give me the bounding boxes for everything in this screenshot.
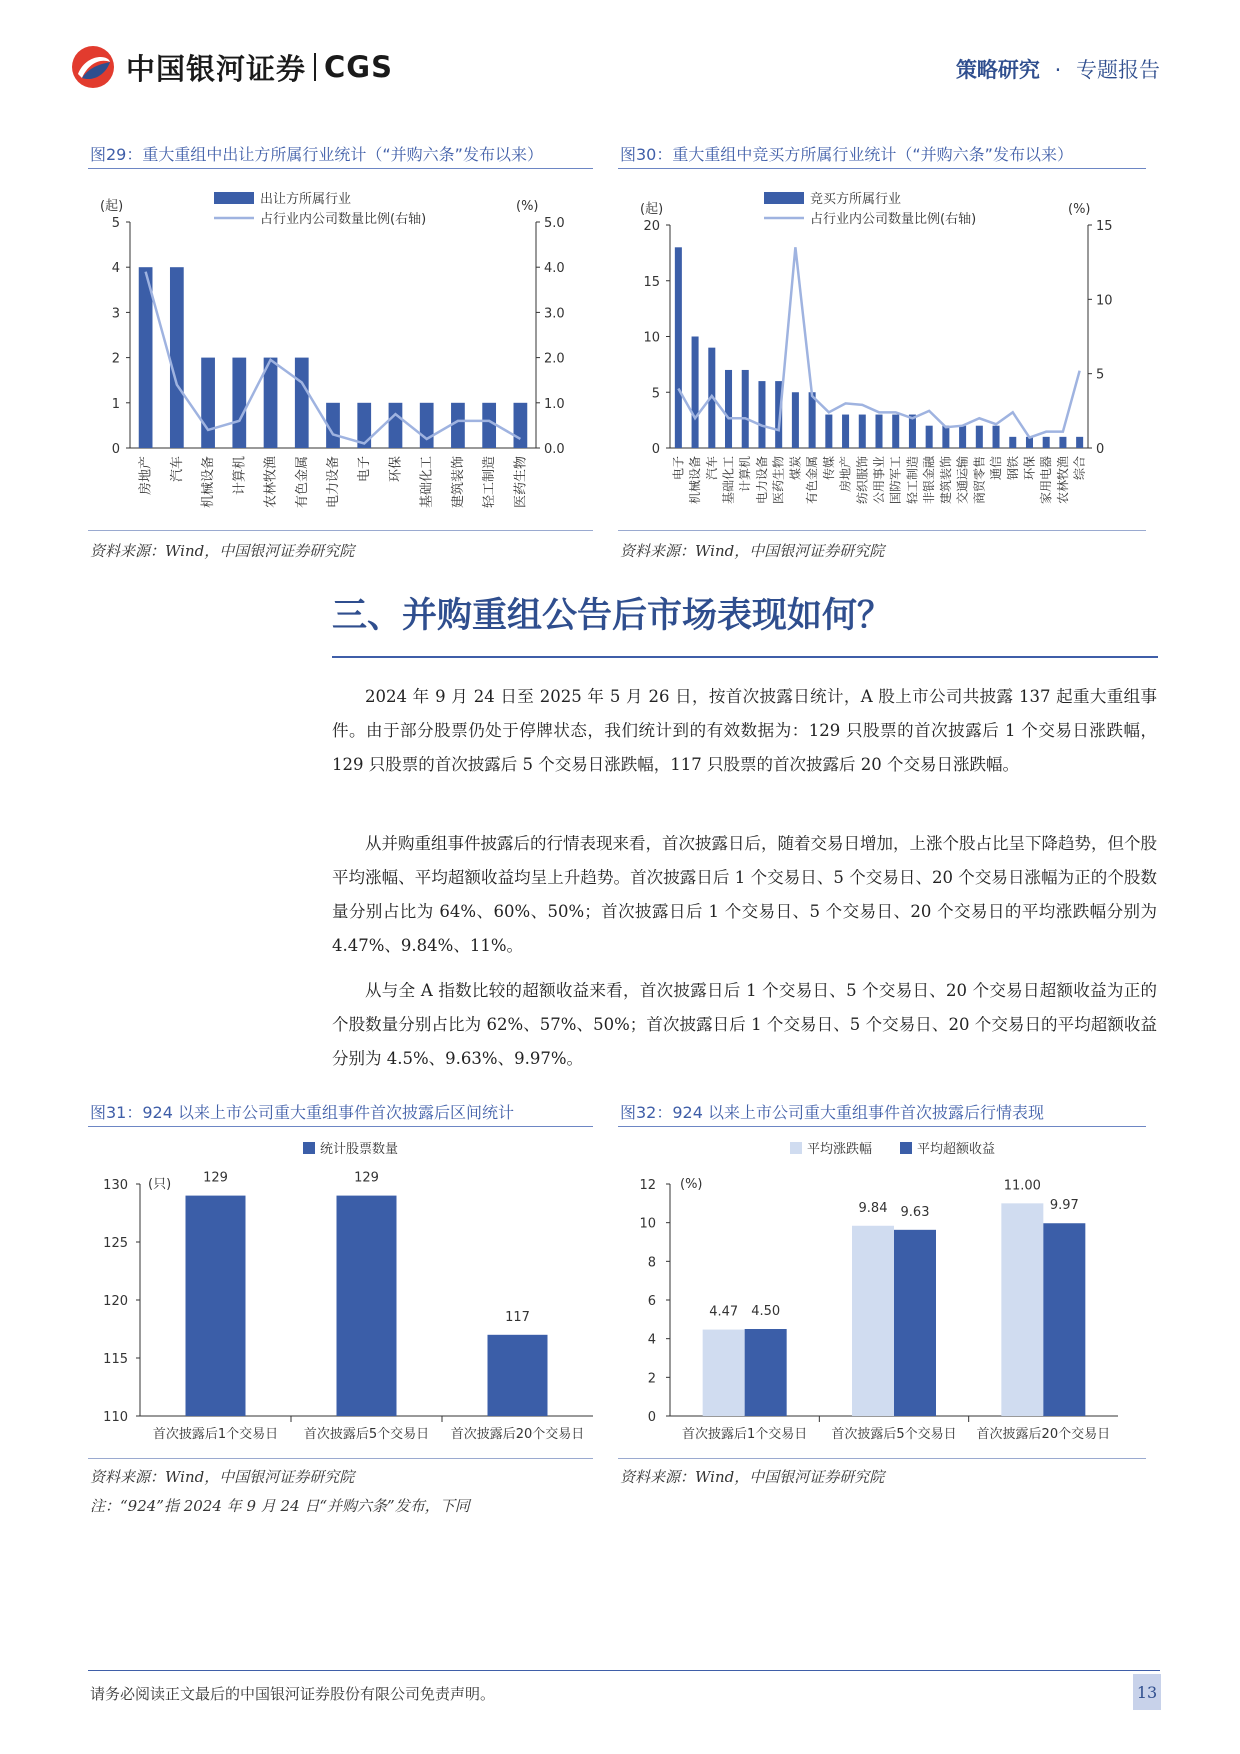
bar	[742, 370, 749, 448]
left-tick-label: 5	[111, 216, 120, 231]
category-label: 有色金属	[294, 456, 310, 509]
company-logo	[70, 42, 430, 92]
logo-name: 中国银河证券	[126, 51, 307, 86]
y-tick-label: 0	[647, 1410, 656, 1425]
bar-avg-excess	[894, 1230, 936, 1416]
fig29-title-rule	[88, 168, 593, 169]
legend-label: 统计股票数量	[320, 1142, 399, 1157]
value-label: 11.00	[1003, 1178, 1041, 1194]
fig32-source: 资料来源：Wind，中国银河证券研究院	[620, 1468, 885, 1486]
left-tick-label: 3	[111, 306, 120, 322]
y-tick-label: 8	[647, 1255, 656, 1271]
galaxy-logo-icon	[70, 44, 116, 90]
category-label: 轻工制造	[482, 456, 498, 509]
bar	[859, 415, 866, 448]
bar	[1076, 437, 1083, 448]
value-label: 9.97	[1049, 1198, 1079, 1214]
bar	[926, 426, 933, 448]
category-label: 基础化工	[721, 456, 736, 505]
category-label: 非银金融	[922, 456, 937, 505]
value-label: 9.84	[858, 1200, 888, 1216]
logo-divider	[314, 53, 316, 81]
category-label: 房地产	[838, 456, 853, 493]
left-tick-label: 15	[643, 274, 660, 290]
category-label: 电子	[357, 456, 373, 483]
legend-bar-label: 竞买方所属行业	[810, 192, 902, 207]
right-tick-label: 1.0	[544, 396, 565, 412]
category-label: 计算机	[738, 456, 753, 493]
section-title-rule	[332, 656, 1158, 658]
value-label: 129	[203, 1170, 228, 1186]
y-tick-label: 4	[647, 1332, 656, 1348]
fig30-chart	[618, 190, 1146, 530]
y-tick-label: 6	[647, 1294, 656, 1309]
fig30-source: 资料来源：Wind，中国银河证券研究院	[620, 542, 885, 560]
fig32-title: 图32：924 以来上市公司重大重组事件首次披露后行情表现	[620, 1103, 1044, 1122]
fig29-title: 图29：重大重组中出让方所属行业统计（“并购六条”发布以来）	[90, 145, 543, 164]
category-label: 医药生物	[513, 456, 529, 509]
fig29-chart	[88, 190, 593, 530]
legend-line-label: 占行业内公司数量比例(右轴)	[810, 212, 977, 227]
fig31-source: 资料来源：Wind，中国银河证券研究院	[90, 1468, 355, 1486]
right-tick-label: 0	[1096, 442, 1105, 457]
category-label: 商贸零售	[972, 456, 987, 505]
value-label: 9.63	[900, 1204, 930, 1220]
left-tick-label: 0	[651, 442, 660, 457]
fig31-note: 注：“924”指 2024 年 9 月 24 日“并购六条”发布，下同	[90, 1497, 470, 1515]
right-tick-label: 2.0	[544, 351, 565, 367]
bar	[389, 403, 403, 448]
category-label: 钢铁	[1005, 456, 1020, 481]
category-label: 建筑装饰	[450, 456, 466, 509]
bar	[792, 392, 799, 448]
bar	[993, 426, 1000, 448]
category-label: 纺织服饰	[855, 456, 870, 505]
report-type	[956, 54, 1160, 84]
category-label: 汽车	[169, 456, 185, 483]
left-tick-label: 20	[643, 219, 660, 234]
right-axis-unit: (%)	[516, 199, 539, 214]
category-label: 机械设备	[688, 456, 703, 505]
y-tick-label: 10	[639, 1216, 656, 1232]
category-label: 房地产	[138, 456, 154, 496]
bar	[825, 415, 832, 448]
report-dot: ·	[1054, 58, 1062, 82]
legend-bar-label: 出让方所属行业	[260, 192, 352, 207]
legend-bar-swatch	[764, 192, 804, 204]
bar-avg-return	[1001, 1203, 1043, 1416]
left-tick-label: 0	[111, 442, 120, 457]
y-axis-unit: (只)	[148, 1177, 172, 1192]
fig29-bottom-rule	[88, 530, 593, 531]
bar	[232, 358, 246, 448]
category-label: 环保	[1022, 456, 1037, 481]
bar	[875, 415, 882, 448]
fig31-bottom-rule	[88, 1458, 593, 1459]
category-label: 传媒	[821, 456, 836, 481]
category-label: 综合	[1072, 456, 1087, 481]
category-label: 煤炭	[788, 456, 803, 481]
y-tick-label: 110	[103, 1410, 128, 1425]
category-label: 环保	[388, 456, 404, 483]
value-label: 4.50	[751, 1304, 781, 1319]
bar	[139, 267, 153, 448]
paragraph-2: 从并购重组事件披露后的行情表现来看，首次披露日后，随着交易日增加，上涨个股占比呈下降趋势，但个股平均涨幅、平均超额收益均呈上升趋势。首次披露日后 1 个交易日、5 个交易日、20 个交易日涨幅为正的个股数量分别占比为 64%、60%、50%；首次披露日后 1 个交易日、5 个交易日、20 个交易日的平均涨跌幅分别为 4.47%、9.84%、11%。	[332, 834, 1157, 955]
bar	[420, 403, 434, 448]
report-kind-label: 专题报告	[1076, 58, 1160, 82]
category-label: 医药生物	[771, 456, 786, 505]
bar	[758, 381, 765, 448]
legend-line-label: 占行业内公司数量比例(右轴)	[260, 212, 427, 227]
fig31-title-rule	[88, 1126, 593, 1127]
y-tick-label: 130	[103, 1178, 128, 1193]
fig31-title: 图31：924 以来上市公司重大重组事件首次披露后区间统计	[90, 1103, 514, 1122]
paragraph-3: 从与全 A 指数比较的超额收益来看，首次披露日后 1 个交易日、5 个交易日、20 个交易日超额收益为正的个股数量分别占比为 62%、57%、50%；首次披露日后 1 个交易日、5 个交易日、20 个交易日的平均超额收益分别为 4.5%、9.63%、9.97%。	[332, 981, 1157, 1068]
bar	[488, 1335, 548, 1416]
bar	[725, 370, 732, 448]
bar-avg-return	[852, 1226, 894, 1416]
bar-avg-excess	[745, 1329, 787, 1416]
legend-swatch	[303, 1142, 315, 1154]
category-label: 首次披露后5个交易日	[831, 1427, 957, 1442]
category-label: 农林牧渔	[1055, 456, 1070, 505]
legend-label-avg-return: 平均涨跌幅	[807, 1142, 873, 1157]
y-tick-label: 115	[103, 1352, 128, 1367]
bar	[451, 403, 465, 448]
fig31-chart	[88, 1134, 593, 1456]
right-tick-label: 5	[1096, 367, 1105, 383]
left-tick-label: 2	[111, 351, 120, 367]
bar	[186, 1196, 246, 1416]
category-label: 汽车	[704, 456, 719, 481]
category-label: 机械设备	[201, 456, 217, 509]
category-label: 有色金属	[805, 456, 820, 505]
fig30-title-rule	[618, 168, 1146, 169]
bar	[842, 415, 849, 448]
legend-label-avg-excess: 平均超额收益	[917, 1142, 996, 1157]
bar	[295, 358, 309, 448]
category-label: 家用电器	[1039, 456, 1054, 505]
fig30-bottom-rule	[618, 530, 1146, 531]
footer-disclaimer: 请务必阅读正文最后的中国银河证券股份有限公司免责声明。	[90, 1685, 496, 1703]
value-label: 4.47	[709, 1304, 739, 1320]
fig32-chart	[618, 1134, 1146, 1456]
bar	[1059, 437, 1066, 448]
bar	[942, 426, 949, 448]
ratio-line	[678, 247, 1079, 437]
paragraph-1: 2024 年 9 月 24 日至 2025 年 5 月 26 日，按首次披露日统计，A 股上市公司共披露 137 起重大重组事件。由于部分股票仍处于停牌状态，我们统计到的有效数据为：129 只股票的首次披露后 1 个交易日涨跌幅，129 只股票的首次披露后 5 个交易日涨跌幅，117 只股票的首次披露后 20 个交易日涨跌幅。	[332, 687, 1157, 774]
y-tick-label: 125	[103, 1236, 128, 1251]
bar-avg-return	[703, 1330, 745, 1416]
fig30-title: 图30：重大重组中竞买方所属行业统计（“并购六条”发布以来）	[620, 145, 1073, 164]
category-label: 农林牧渔	[263, 456, 279, 509]
category-label: 首次披露后5个交易日	[303, 1427, 430, 1442]
bar	[514, 403, 528, 448]
category-label: 首次披露后1个交易日	[682, 1427, 808, 1442]
fig32-title-rule	[618, 1126, 1146, 1127]
right-tick-label: 10	[1096, 293, 1113, 309]
bar	[1043, 437, 1050, 448]
left-axis-unit: (起)	[640, 202, 664, 217]
category-label: 首次披露后20个交易日	[450, 1427, 585, 1442]
bar	[976, 426, 983, 448]
category-label: 国防军工	[888, 456, 903, 505]
category-label: 电力设备	[754, 456, 769, 505]
value-label: 129	[354, 1170, 379, 1186]
right-tick-label: 0.0	[544, 442, 565, 457]
right-tick-label: 3.0	[544, 306, 565, 322]
category-label: 电子	[671, 456, 686, 481]
legend-bar-swatch	[214, 192, 254, 204]
bar	[675, 247, 682, 448]
category-label: 首次披露后20个交易日	[976, 1427, 1111, 1442]
category-label: 通信	[989, 456, 1004, 481]
fig32-bottom-rule	[618, 1458, 1146, 1459]
category-label: 交通运输	[955, 456, 970, 505]
category-label: 建筑装饰	[938, 456, 953, 505]
bar	[337, 1196, 397, 1416]
bar	[809, 392, 816, 448]
y-tick-label: 120	[103, 1294, 128, 1309]
category-label: 轻工制造	[905, 456, 920, 505]
left-axis-unit: (起)	[100, 199, 124, 214]
legend-swatch-avg-return	[790, 1142, 802, 1154]
page-number: 13	[1133, 1674, 1161, 1710]
bar	[959, 426, 966, 448]
right-axis-unit: (%)	[1068, 202, 1091, 217]
bar-avg-excess	[1043, 1223, 1085, 1416]
bar	[201, 358, 215, 448]
logo-abbr: CGS	[324, 50, 393, 84]
y-tick-label: 12	[639, 1178, 656, 1193]
legend-swatch-avg-excess	[900, 1142, 912, 1154]
category-label: 基础化工	[419, 456, 435, 509]
right-tick-label: 4.0	[544, 261, 565, 277]
y-axis-unit: (%)	[680, 1177, 703, 1192]
bar	[482, 403, 496, 448]
right-tick-label: 15	[1096, 219, 1113, 234]
bar	[892, 415, 899, 448]
left-tick-label: 10	[643, 330, 660, 346]
bar	[170, 267, 184, 448]
category-label: 公用事业	[872, 456, 886, 505]
section-title: 三、并购重组公告后市场表现如何？	[332, 595, 893, 636]
category-label: 首次披露后1个交易日	[152, 1427, 279, 1442]
footer-rule	[88, 1670, 1160, 1671]
right-tick-label: 5.0	[544, 216, 565, 231]
category-label: 电力设备	[326, 456, 341, 509]
y-tick-label: 2	[647, 1371, 656, 1387]
value-label: 117	[505, 1309, 530, 1325]
left-tick-label: 4	[111, 261, 120, 277]
category-label: 计算机	[232, 456, 248, 496]
bar	[692, 337, 699, 449]
left-tick-label: 5	[651, 386, 660, 402]
report-type-label: 策略研究	[955, 58, 1040, 82]
fig29-source: 资料来源：Wind，中国银河证券研究院	[90, 542, 355, 560]
bar	[1009, 437, 1016, 448]
left-tick-label: 1	[111, 396, 120, 412]
